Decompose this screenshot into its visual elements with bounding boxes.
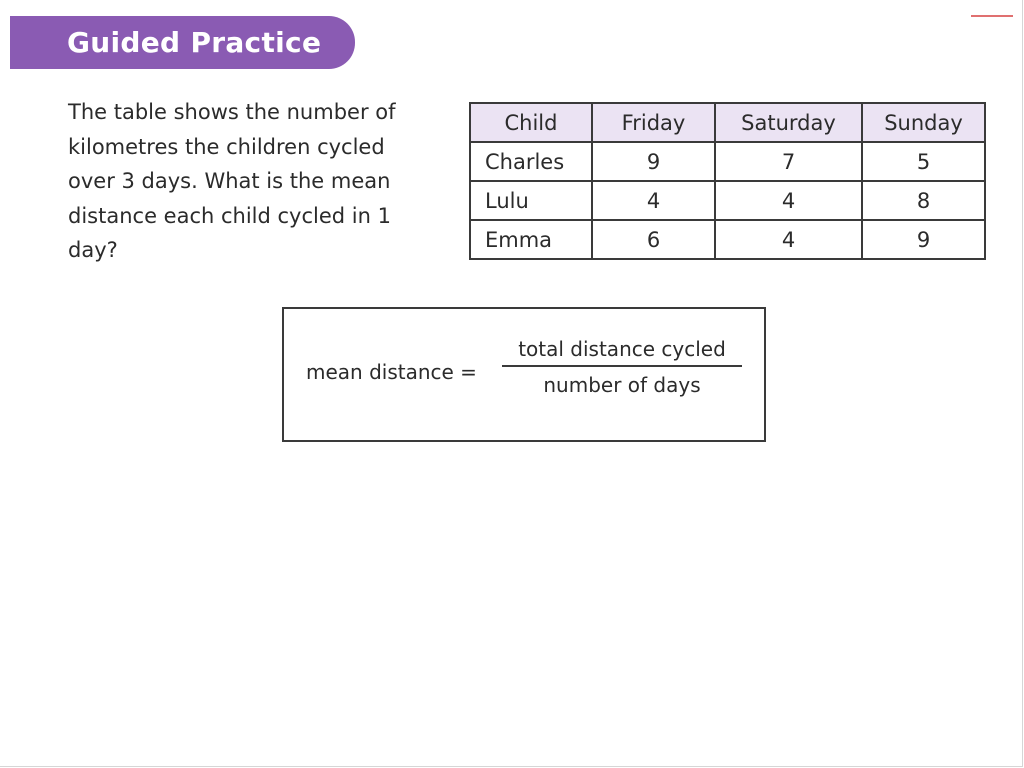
sunday-cell: 5 — [862, 142, 985, 181]
saturday-cell: 4 — [715, 181, 862, 220]
column-header-child: Child — [470, 103, 592, 142]
corner-mark — [971, 15, 1013, 17]
table-row — [470, 142, 985, 181]
sunday-cell: 9 — [862, 220, 985, 259]
friday-cell: 9 — [592, 142, 715, 181]
formula-fraction — [502, 337, 742, 397]
column-header-saturday: Saturday — [715, 103, 862, 142]
friday-cell: 6 — [592, 220, 715, 259]
column-header-friday: Friday — [592, 103, 715, 142]
child-name-cell: Charles — [470, 142, 592, 181]
table-row — [470, 220, 985, 259]
formula-numerator: total distance cycled — [502, 337, 742, 367]
table-row — [470, 181, 985, 220]
friday-cell: 4 — [592, 181, 715, 220]
banner-title: Guided Practice — [67, 26, 322, 59]
guided-practice-banner — [10, 16, 355, 69]
child-name-cell: Lulu — [470, 181, 592, 220]
sunday-cell: 8 — [862, 181, 985, 220]
child-name-cell: Emma — [470, 220, 592, 259]
formula-box — [282, 307, 766, 442]
cycling-distance-table — [469, 102, 986, 260]
saturday-cell: 4 — [715, 220, 862, 259]
table-header-row — [470, 103, 985, 142]
saturday-cell: 7 — [715, 142, 862, 181]
question-text: The table shows the number of kilometres the children cycled over 3 days. What is the mean distance each child cycled in 1 day? — [68, 100, 396, 262]
formula-denominator: number of days — [543, 373, 701, 397]
formula-label: mean distance = — [306, 360, 477, 384]
column-header-sunday: Sunday — [862, 103, 985, 142]
